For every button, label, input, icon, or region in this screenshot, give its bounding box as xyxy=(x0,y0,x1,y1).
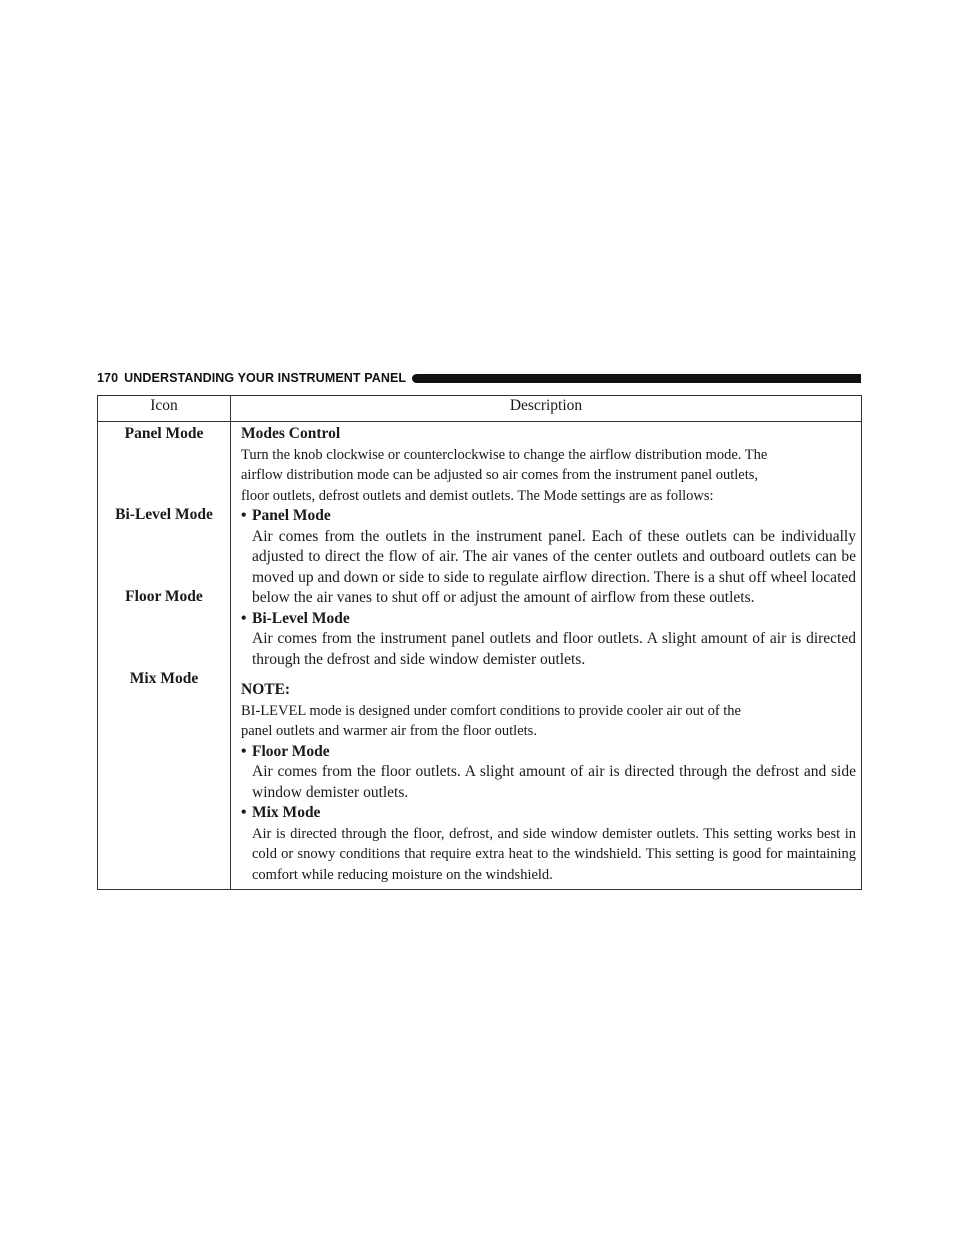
bullet-title: Bi-Level Mode xyxy=(252,609,350,627)
bullet-dot: • xyxy=(241,804,247,821)
column-header-description: Description xyxy=(231,396,862,422)
modes-control-title: Modes Control xyxy=(241,425,341,442)
table-header-row xyxy=(98,396,862,422)
header-rule xyxy=(412,374,861,383)
page-number: 170 xyxy=(97,371,119,385)
modes-table xyxy=(97,395,862,890)
note-title: NOTE: xyxy=(241,681,291,698)
intro-line: floor outlets, defrost outlets and demist outlets. The Mode settings are as follows: xyxy=(241,487,714,504)
mix-mode-text: Air is directed through the floor, defrost, and side window demister outlets. This setting works best in cold or snowy conditions that require extra heat to the windshield. This setting is good for maintaining comfort while reducing moisture on the windshield. xyxy=(252,825,856,883)
bullet-bi-level-mode xyxy=(241,609,856,630)
intro-line: Turn the knob clockwise or counterclockwise to change the airflow distribution mode. The xyxy=(241,446,768,463)
bi-level-mode-text: Air comes from the instrument panel outlets and floor outlets. A slight amount of air is directed through the defrost and side window demister outlets. xyxy=(252,630,856,668)
table-row xyxy=(98,422,862,890)
icon-label-floor-mode: Floor Mode xyxy=(125,588,203,605)
icon-label-panel-mode: Panel Mode xyxy=(124,425,204,442)
section-title: UNDERSTANDING YOUR INSTRUMENT PANEL xyxy=(124,371,407,385)
bullet-panel-mode xyxy=(241,506,856,527)
note-line: panel outlets and warmer air from the floor outlets. xyxy=(241,723,537,739)
note-line: BI-LEVEL mode is designed under comfort conditions to provide cooler air out of the xyxy=(241,702,741,719)
bullet-dot: • xyxy=(241,609,247,627)
bullet-title: Floor Mode xyxy=(252,742,330,760)
intro-line: airflow distribution mode can be adjusted so air comes from the instrument panel outlets, xyxy=(241,467,759,483)
bullet-title: Mix Mode xyxy=(252,804,321,821)
bullet-title: Panel Mode xyxy=(252,507,331,524)
bullet-floor-mode xyxy=(241,742,856,763)
icon-column-cell xyxy=(98,422,231,890)
page-header xyxy=(97,368,861,388)
column-header-icon: Icon xyxy=(98,396,231,422)
description-cell xyxy=(231,422,862,890)
floor-mode-text: Air comes from the floor outlets. A slight amount of air is directed through the defrost and side window demister outlets. xyxy=(252,763,856,801)
bullet-dot: • xyxy=(241,507,247,524)
icon-label-bi-level-mode: Bi-Level Mode xyxy=(115,506,213,523)
bullet-mix-mode xyxy=(241,803,856,824)
bullet-dot: • xyxy=(241,742,247,760)
panel-mode-text: Air comes from the outlets in the instrument panel. Each of these outlets can be individually adjusted to direct the flow of air. The air vanes of the center outlets and outboard outlets can be moved up and down or side to side to regulate airflow direction. There is a shut off wheel located below the air vanes to shut off or adjust the amount of airflow from these outlets. xyxy=(252,527,856,606)
icon-label-mix-mode: Mix Mode xyxy=(129,670,199,687)
